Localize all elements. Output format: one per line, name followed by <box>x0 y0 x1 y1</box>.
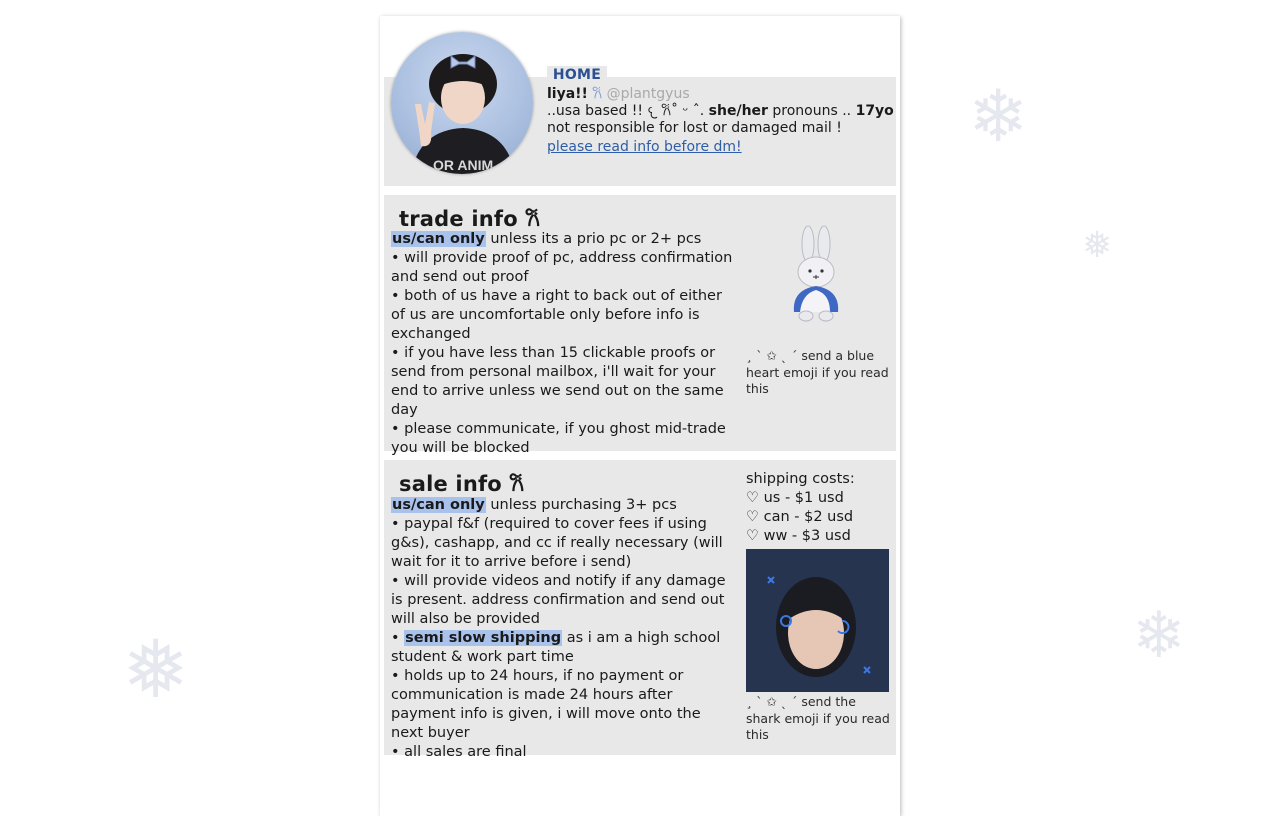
intro-line <box>391 230 736 249</box>
bio <box>547 86 895 156</box>
intro-text: unless its a prio pc or 2+ pcs <box>485 231 702 247</box>
list-item: • holds up to 24 hours, if no payment or communication is made 24 hours after payment info is given, i will move onto the next buyer <box>391 668 701 741</box>
name-line <box>547 86 895 103</box>
handle: @plantgyus <box>606 86 690 102</box>
flower-decor-icon: ❅ <box>122 623 190 716</box>
list-item: • if you have less than 15 clickable proofs or send from personal mailbox, i'll wait for your end to arrive unless we send out on the same day <box>391 345 724 418</box>
snowflake-decor-icon: ❄ <box>968 74 1029 158</box>
shipping-title: shipping costs: <box>746 471 855 487</box>
location-line <box>547 103 895 120</box>
region-highlight: us/can only <box>392 231 485 247</box>
shipping-item: ♡ ww - $3 usd <box>746 528 851 544</box>
decor-glyphs: 𐔌 𐙚˚ ᵕ ˆ. <box>647 103 709 119</box>
intro-line <box>391 496 736 515</box>
selfie-photo <box>746 549 889 692</box>
avatar <box>391 32 533 174</box>
shipping-costs <box>746 470 892 546</box>
pronouns-label: pronouns .. <box>767 103 856 119</box>
region-highlight: us/can only <box>392 497 485 513</box>
snowflake-decor-icon: ❅ <box>1082 225 1113 266</box>
shipping-item: ♡ us - $1 usd <box>746 490 844 506</box>
section-body <box>391 496 736 762</box>
display-name: liya!! <box>547 86 588 102</box>
list-item: • all sales are final <box>391 744 527 760</box>
trade-info-section <box>384 195 896 456</box>
list-item: • paypal f&f (required to cover fees if using g&s), cashapp, and cc if really necessary (will wait for it to arrive before i send) <box>391 516 723 570</box>
shark-note: ¸ ˋ ✩ ˎ ˊ send the shark emoji if you read this <box>746 694 890 742</box>
shipping-speed-highlight: semi slow shipping <box>405 630 562 646</box>
list-item: • both of us have a right to back out of either of us are uncomfortable only before info is exchanged <box>391 288 722 342</box>
name-glyph: 𐙚 <box>592 86 603 102</box>
snowflake-decor-icon: ❄ <box>1132 599 1186 673</box>
mail-disclaimer: not responsible for lost or damaged mail ! <box>547 120 842 136</box>
list-item: • will provide proof of pc, address confirmation and send out proof <box>391 250 733 285</box>
shipping-item: ♡ can - $2 usd <box>746 509 854 525</box>
section-body <box>391 230 736 458</box>
section-title: trade info 𐙚 <box>399 207 541 231</box>
blue-heart-note: ¸ ˋ ✩ ˎ ˊ send a blue heart emoji if you read this <box>746 348 889 396</box>
list-item: • will provide videos and notify if any damage is present. address confirmation and send out will also be provided <box>391 573 726 627</box>
pronouns: she/her <box>708 103 768 119</box>
svg-text:OR ANIM: OR ANIM <box>433 157 494 173</box>
section-title: sale info 𐙚 <box>399 472 525 496</box>
age: 17yo <box>855 103 894 119</box>
profile-card <box>380 16 900 816</box>
tab-home[interactable]: HOME <box>547 66 607 85</box>
list-item-text: as i am a high school student & work part time <box>391 630 721 665</box>
list-item <box>391 629 736 667</box>
bunny-plush-image <box>784 224 850 324</box>
location-text: ..usa based !! <box>547 103 648 119</box>
list-item: • please communicate, if you ghost mid-trade you will be blocked <box>391 421 726 456</box>
info-link[interactable]: please read info before dm! <box>547 139 742 155</box>
sale-info-section <box>384 460 896 760</box>
bullet-marker: • <box>391 630 405 646</box>
intro-text: unless purchasing 3+ pcs <box>485 497 677 513</box>
